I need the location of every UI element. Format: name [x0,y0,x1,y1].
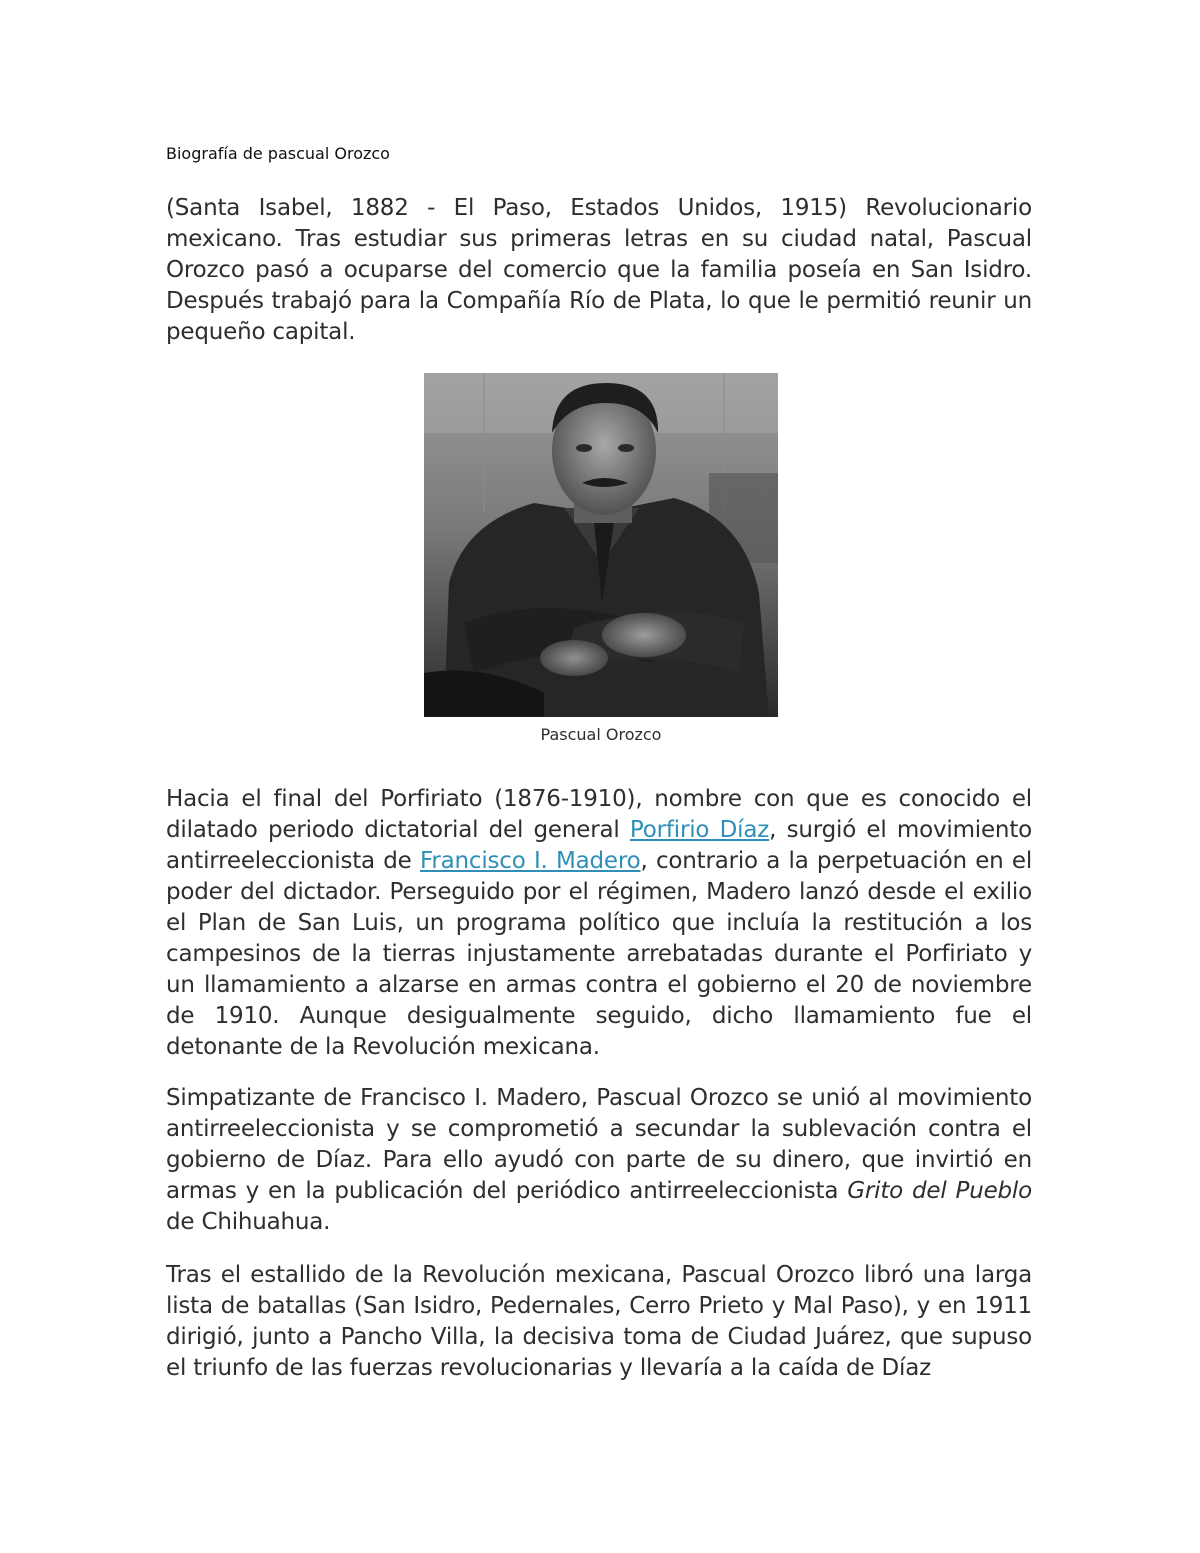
paragraph-2-text-3: , contrario a la perpetuación en el poder del dictador. Perseguido por el régimen, Madero lanzó desde el exilio el Plan de San Luis, un programa político que incluía la restitución a los campesinos de la tierras injustamente arrebatadas durante el Porfiriato y un llamamiento a alzarse en armas contra el gobierno el 20 de noviembre de 1910. Aunque desigualmente seguido, dicho llamamiento fue el detonante de la Revolución mexicana. [166,848,1033,1060]
paragraph-revolucion: Tras el estallido de la Revolución mexicana, Pascual Orozco libró una larga lista de batallas (San Isidro, Pedernales, Cerro Prieto y Mal Paso), y en 1911 dirigió, junto a Pancho Villa, la decisiva toma de Ciudad Juárez, que supuso el triunfo de las fuerzas revolucionarias y llevaría a la caída de Díaz [166,1262,1032,1381]
paragraph-simpatizante [166,1083,1032,1238]
porfirio-diaz-link[interactable]: Porfirio Díaz [629,817,770,843]
figure-caption: Pascual Orozco [540,725,662,744]
paragraph-3-text-2: de Chihuahua. [166,1209,331,1235]
paragraph-porfiriato [166,784,1032,1063]
paragraph-intro: (Santa Isabel, 1882 - El Paso, Estados Unidos, 1915) Revolucionario mexicano. Tras estudiar sus primeras letras en su ciudad natal, Pascual Orozco pasó a ocuparse del comercio que la familia poseía en San Isidro. Después trabajó para la Compañía Río de Plata, lo que le permitió reunir un pequeño capital. [166,195,1032,345]
paragraph-3-text-1: Simpatizante de Francisco I. Madero, Pascual Orozco se unió al movimiento antirreeleccionista y se comprometió a secundar la sublevación contra el gobierno de Díaz. Para ello ayudó con parte de su dinero, que invirtió en armas y en la publicación del periódico antirreeleccionista [166,1085,1032,1204]
document-title: Biografía de pascual Orozco [166,144,390,163]
paragraph-2-text-2: , surgió el movimiento antirreeleccionista de [166,817,1033,874]
francisco-madero-link[interactable]: Francisco I. Madero [419,848,641,874]
portrait-figure [424,373,778,717]
newspaper-title: Grito del Pueblo [847,1178,1032,1204]
paragraph-2-text-1: Hacia el final del Porfiriato (1876-1910), nombre con que es conocido el dilatado periodo dictatorial del general [166,786,1032,843]
portrait-photo [424,373,778,717]
